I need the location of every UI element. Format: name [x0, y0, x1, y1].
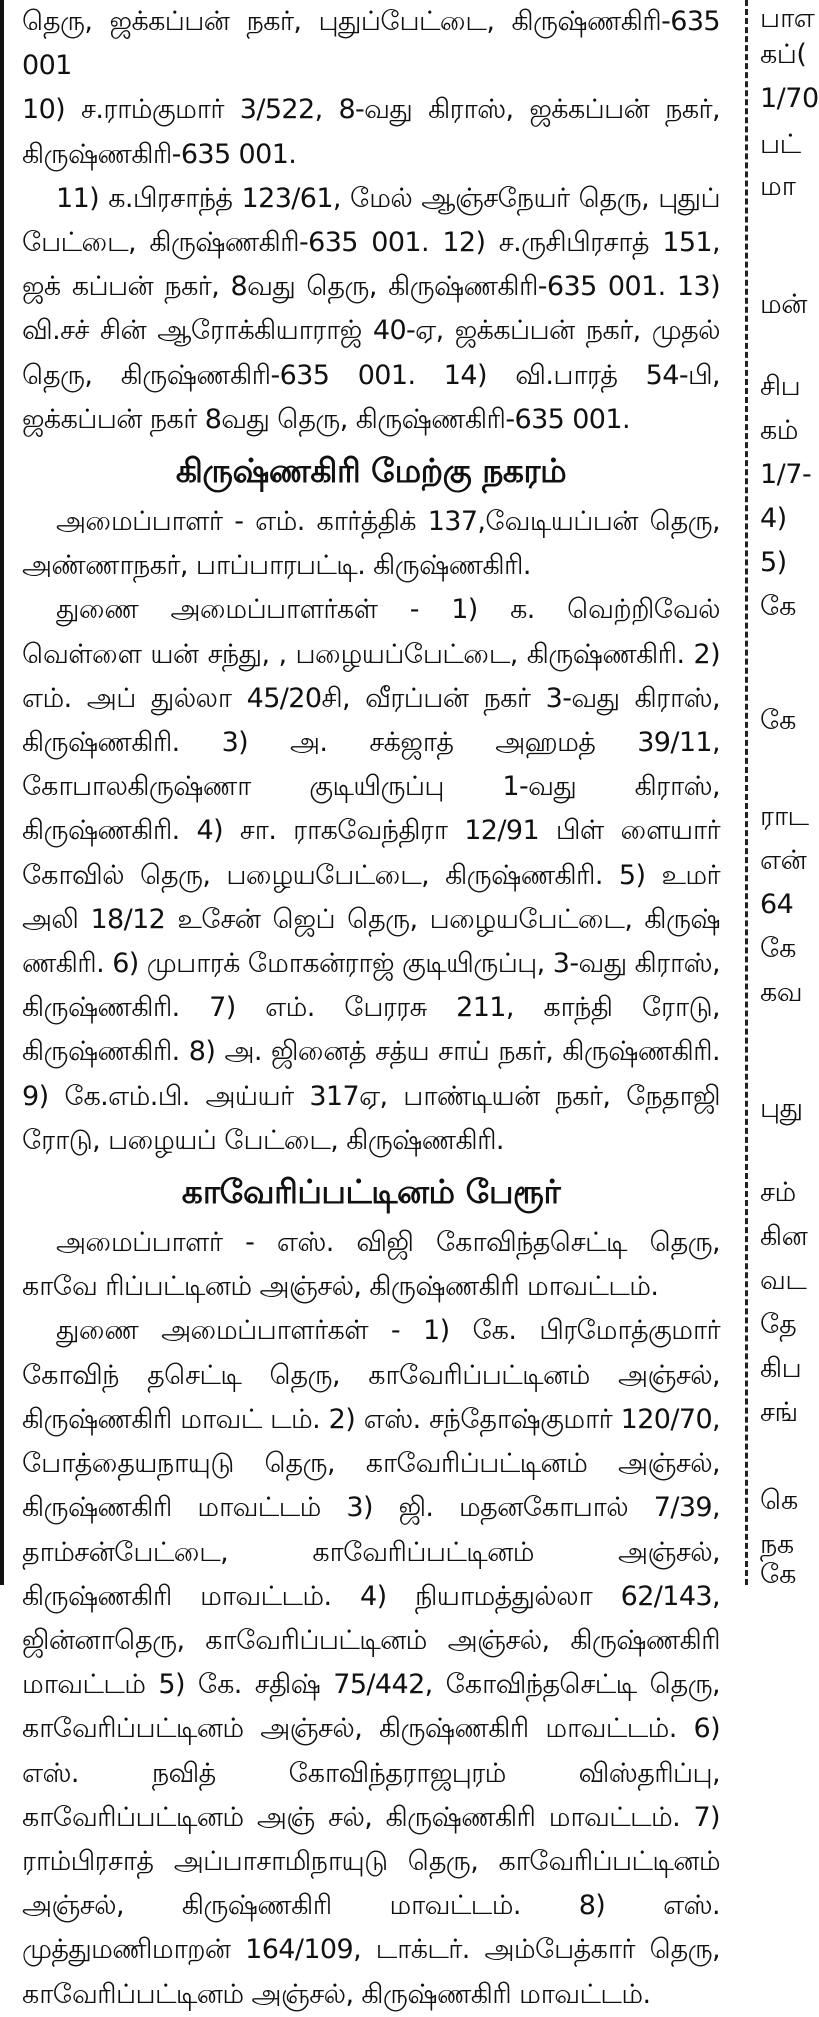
text-fragment: கிப: [760, 1353, 802, 1384]
text-fragment: 1/70: [760, 83, 819, 114]
text-fragment: கே: [760, 591, 796, 622]
paragraph-item-10: 10) ச.ராம்குமார் 3/522, 8-வது கிராஸ், ஜக்கப்பன் நகர், கிருஷ்ணகிரி-635 001.: [22, 94, 720, 170]
deputies-paragraph: துணை அமைப்பாளர்கள் - 1) க. வெற்றிவேல் வெள்ளை யன் சந்து, , பழையப்பேட்டை, கிருஷ்ணகிரி. 2) எம். அப் துல்லா 45/20சி, வீரப்பன் நகர் 3-வது கிராஸ், கிருஷ்ணகிரி. 3) அ. சக்ஜாத் அஹமத் 39/11, கோபாலகிருஷ்ணா குடியிருப்பு 1-வது கிராஸ், கிருஷ்ணகிரி. 4) சா. ராகவேந்திரா 12/91 பிள் ளையார் கோவில் தெரு, பழையபேட்டை, கிருஷ்ணகிரி. 5) உமர் அலி 18/12 உசேன் ஜெப் தெரு, பழையபேட்டை, கிருஷ் ணகிரி. 6) முபாரக் மோகன்ராஜ் குடியிருப்பு, 3-வது கிராஸ், கிருஷ்ணகிரி. 7) எம். பேரரசு 211, காந்தி ரோடு, கிருஷ்ணகிரி. 8) அ. ஜினைத் சத்ய சாய் நகர், கிருஷ்ணகிரி. 9) கே.எம்.பி. அய்யர் 317ஏ, பாண்டியன் நகர், நேதாஜி ரோடு, பழையப் பேட்டை, கிருஷ்ணகிரி.: [22, 594, 720, 1156]
text-fragment: ராட: [760, 801, 809, 832]
text-fragment: மா: [760, 171, 796, 202]
text-fragment: கே: [760, 705, 796, 736]
text-fragment: கே: [760, 1559, 796, 1590]
text-fragment: சங்: [760, 1397, 798, 1428]
section-heading-kaveripattinam: காவேரிப்பட்டினம் பேரூர்: [181, 1172, 561, 1212]
right-column-cropped: [752, 0, 819, 1590]
text-fragment: சம்: [760, 1177, 796, 1208]
text-fragment: மன்: [760, 289, 807, 320]
paragraph-clipped-top: தெரு, ஜக்கப்பன் நகர், புதுப்பேட்டை, கிருஷ்ணகிரி-635 001: [22, 6, 720, 82]
text-fragment: நக: [760, 1529, 794, 1560]
text-fragment: தே: [760, 1309, 797, 1340]
text-fragment: 64: [760, 889, 794, 920]
text-fragment: பட்: [760, 129, 801, 160]
text-fragment: கின: [760, 1221, 808, 1252]
text-fragment: கெ: [760, 1485, 798, 1516]
text-fragment: வட: [760, 1265, 807, 1296]
text-fragment: சிப: [760, 371, 801, 402]
text-fragment: கப்(: [760, 39, 807, 70]
text-fragment: கே: [760, 933, 796, 964]
deputies-paragraph: துணை அமைப்பாளர்கள் - 1) கே. பிரமோத்குமார் கோவிந் தசெட்டி தெரு, காவேரிப்பட்டினம் அஞ்சல், கிருஷ்ணகிரி மாவட் டம். 2) எஸ். சந்தோஷ்குமார் 120/70, போத்தையநாயுடு தெரு, காவேரிப்பட்டினம் அஞ்சல், கிருஷ்ணகிரி மாவட்டம் 3) ஜி. மதனகோபால் 7/39, தாம்சன்பேட்டை, காவேரிப்பட்டினம் அஞ்சல், கிருஷ்ணகிரி மாவட்டம். 4) நியாமத்துல்லா 62/143, ஜின்னாதெரு, காவேரிப்பட்டினம் அஞ்சல், கிருஷ்ணகிரி மாவட்டம் 5) கே. சதிஷ் 75/442, கோவிந்தசெட்டி தெரு, காவேரிப்பட்டினம் அஞ்சல், கிருஷ்ணகிரி மாவட்டம். 6) எஸ். நவித் கோவிந்தராஜபுரம் விஸ்தரிப்பு, காவேரிப்பட்டினம் அஞ் சல், கிருஷ்ணகிரி மாவட்டம். 7) ராம்பிரசாத் அப்பாசாமிநாயுடு தெரு, காவேரிப்பட்டினம் அஞ்சல், கிருஷ்ணகிரி மாவட்டம். 8) எஸ். முத்துமணிமாறன் 164/109, டாக்டர். அம்பேத்கார் தெரு, காவேரிப்பட்டினம் அஞ்சல், கிருஷ்ணகிரி மாவட்டம்.: [22, 1315, 720, 2010]
text-fragment: கவ: [760, 977, 803, 1008]
text-fragment: கம்: [760, 415, 798, 446]
text-fragment: புது: [760, 1093, 803, 1124]
section-heading-krishnagiri-west: கிருஷ்ணகிரி மேற்கு நகரம்: [175, 451, 567, 491]
text-fragment: என்: [760, 845, 807, 876]
paragraph-items-11-14: 11) க.பிரசாந்த் 123/61, மேல் ஆஞ்சநேயர் தெரு, புதுப் பேட்டை, கிருஷ்ணகிரி-635 001. 12) ச.ருசிபிரசாத் 151, ஜக் கப்பன் நகர், 8வது தெரு, கிருஷ்ணகிரி-635 001. 13) வி.சச் சின் ஆரோக்கியாராஜ் 40-ஏ, ஜக்கப்பன் நகர், முதல் தெரு, கிருஷ்ணகிரி-635 001. 14) வி.பாரத் 54-பி, ஜக்கப்பன் நகர் 8வது தெரு, கிருஷ்ணகிரி-635 001.: [22, 182, 720, 435]
organizer-paragraph: அமைப்பாளர் - எஸ். விஜி கோவிந்தசெட்டி தெரு, காவே ரிப்பட்டினம் அஞ்சல், கிருஷ்ணகிரி மாவட்டம்.: [22, 1227, 720, 1303]
organizer-paragraph: அமைப்பாளர் - எம். கார்த்திக் 137,வேடியப்பன் தெரு, அண்ணாநகர், பாப்பாரபட்டி. கிருஷ்ணகிரி.: [22, 506, 720, 582]
text-fragment: பாஎ: [760, 3, 815, 34]
text-fragment: 4): [760, 503, 787, 534]
text-fragment: 1/7-: [760, 459, 812, 490]
text-fragment: 5): [760, 547, 787, 578]
column-divider: [745, 0, 748, 1585]
